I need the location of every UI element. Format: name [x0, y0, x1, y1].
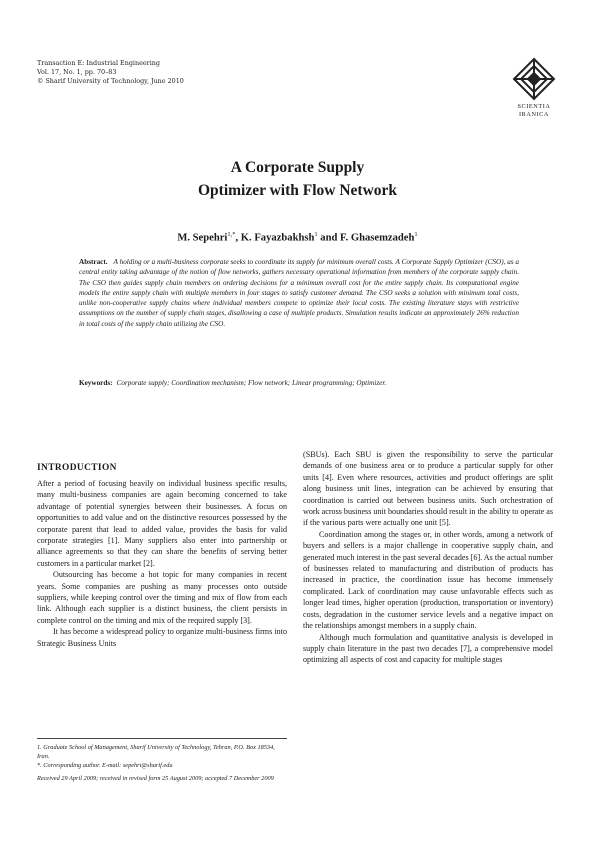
logo-text-line1: SCIENTIA [517, 103, 551, 110]
abstract-text: A holding or a multi-business corporate seeks to coordinate its supply for minimum overall costs. A Corporate Supply Optimizer (CSO), as a central entity taking advantage of the notion of flow networks, gathers necessary operational information from members of the corporate supply chain. The CSO then guides supply chain members on ordering decisions for a minimum overall cost for the entire supply chain. Its computational engine models the entire supply chain with multiple members in four stages to satisfy customer demand. The CSO seeks a solution with minimum total costs, unlike non-cooperative supply chains where individual members compete to optimize their local costs. The existing literature stays with restrictive assumptions on the number of supply chain stages, disallowing a case of multiple products. Simulation results indicate an approximately 26% reduction in total costs of the supply chain utilizing the CSO. [79, 258, 519, 328]
author-3-affiliation: 1 [414, 231, 418, 238]
paragraph: (SBUs). Each SBU is given the responsibility to serve the particular demands of one business area or to produce a particular supply for other units [4]. Even where resources, activities and product offerings are split along business unit lines, integration can be achieved by ensuring that coordination is carried out between business units. Such orchestration of work across business unit boundaries should result in the ability to operate as if the various parts were actually one unit [5]. [303, 450, 553, 528]
paper-title [0, 156, 595, 202]
footnote-affiliation: 1. Graduate School of Management, Sharif University of Technology, Tehran, P.O. Box 18534, Iran. [37, 744, 275, 761]
author-1-affiliation: 1,* [227, 231, 236, 238]
title-line2: Optimizer with Flow Network [197, 182, 398, 199]
footnote-corresponding-author: *. Corresponding author. E-mail: sepehri@sharif.edu [37, 762, 173, 770]
footnotes [37, 738, 287, 783]
author-separator: and [317, 232, 341, 244]
section-heading-introduction: INTRODUCTION [37, 463, 117, 473]
keywords [79, 378, 519, 388]
volume-info: Vol. 17, No. 1, pp. 70–83 [37, 68, 117, 77]
keywords-text: Corporate supply; Coordination mechanism; Flow network; Linear programming; Optimizer. [116, 379, 387, 387]
right-column [303, 449, 553, 666]
copyright-line: © Sharif University of Technology, June 2010 [37, 77, 184, 86]
abstract [79, 257, 519, 329]
keywords-label: Keywords: [79, 379, 113, 387]
scientia-iranica-logo-icon [512, 57, 556, 101]
title-line1: A Corporate Supply [230, 159, 365, 176]
author-2: K. Fayazbakhsh [240, 232, 315, 244]
author-2-affiliation: 1 [314, 231, 318, 238]
abstract-label: Abstract. [79, 258, 108, 266]
journal-name: Transaction E: Industrial Engineering [37, 59, 160, 67]
paragraph: Although much formulation and quantitative analysis is developed in supply chain literature in the past two decades [7], a comprehensive model optimizing all aspects of cost and capacity for multiple stages [303, 632, 553, 665]
author-list [0, 231, 595, 244]
paragraph: Coordination among the stages or, in other words, among a network of buyers and sellers is a major challenge in cooperative supply chain, and generated much interest in the past several decades [6]. As the actual number of businesses related to manufacturing and distribution of products has increased in practice, the coordination issue has become immensely complicated. Lack of coordination may cause unfavorable effects such as longer lead times, higher operation (production, transportation or inventory) costs, degradation in the customer service levels and a negative impact on the relationships amongst members in a supply chain. [303, 529, 553, 631]
author-3: F. Ghasemzadeh [340, 232, 415, 244]
journal-header [37, 59, 184, 87]
author-1: M. Sepehri [177, 232, 228, 244]
received-dates: Received 29 April 2009; received in revised form 25 August 2009; accepted 7 December 2009 [37, 774, 274, 782]
paragraph: After a period of focusing heavily on individual business specific results, many multi-business companies are again becoming concerned to take advantage of potential synergies between their businesses. A focus on opportunities to add value and on the distinctive resources possessed by the corporate parent that lead to added value, provides the basis for valid corporate strategies [1]. Many suppliers also enter into partnership or alliance agreements so that they can share the benefits of serving better customers in a particular market [2]. [37, 479, 287, 568]
left-column [37, 462, 287, 649]
logo-text-line2: IRANICA [519, 110, 549, 118]
journal-logo [504, 57, 564, 127]
paragraph: It has become a widespread policy to organize multi-business firms into Strategic Business Units [37, 627, 287, 648]
paragraph: Outsourcing has become a hot topic for many companies in recent years. Some companies are pushing as many processes onto outside suppliers, while keeping control over the timing and mix of flow from each link. Although each supplier is a distinct business, the client persists in complete control on the timing and mix of the required supply [3]. [37, 570, 287, 625]
author-separator: , [235, 232, 241, 244]
